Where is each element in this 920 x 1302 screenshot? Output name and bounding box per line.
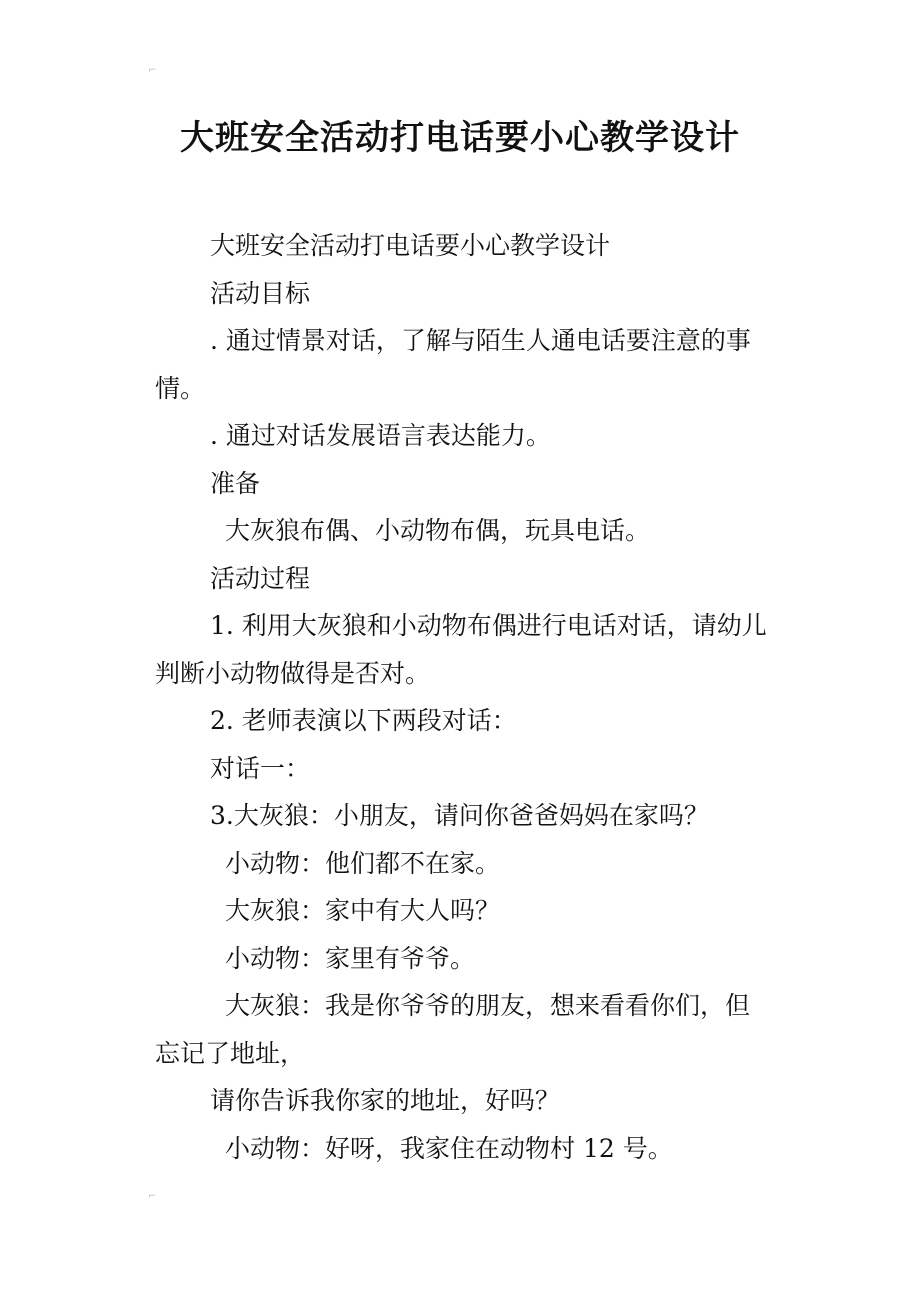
document-body: [155, 222, 769, 1172]
paragraph: 活动目标: [210, 278, 311, 308]
paragraph: 小动物：家里有爷爷。: [225, 943, 476, 973]
paragraph: 小动物：好呀，我家住在动物村 12 号。: [225, 1133, 673, 1163]
document-title: 大班安全活动打电话要小心教学设计: [180, 118, 740, 158]
paragraph: 1. 利用大灰狼和小动物布偶进行电话对话，请幼儿判断小动物做得是否对。: [155, 611, 767, 688]
paragraph: 小动物：他们都不在家。: [225, 848, 501, 878]
paragraph: 大灰狼布偶、小动物布偶，玩具电话。: [225, 516, 651, 545]
paragraph: 对话一：: [210, 753, 311, 783]
paragraph: 活动过程: [210, 563, 311, 593]
paragraph: 请你告诉我你家的地址，好吗？: [210, 1086, 561, 1115]
paragraph: 准备: [210, 468, 261, 498]
paragraph: 3.大灰狼：小朋友，请问你爸爸妈妈在家吗？: [210, 801, 709, 830]
paragraph: 大灰狼：家中有大人吗？: [225, 896, 501, 925]
paragraph: 大灰狼：我是你爷爷的朋友，想来看看你们，但忘记了地址，: [155, 991, 751, 1068]
corner-mark-icon: ⌐: [148, 1191, 157, 1202]
paragraph: . 通过对话发展语言表达能力。: [210, 421, 551, 450]
paragraph: 2. 老师表演以下两段对话：: [210, 706, 517, 735]
paragraph: . 通过情景对话，了解与陌生人通电话要注意的事情。: [155, 326, 751, 403]
corner-mark-icon: ⌐: [148, 65, 157, 76]
paragraph: 大班安全活动打电话要小心教学设计: [210, 231, 611, 260]
